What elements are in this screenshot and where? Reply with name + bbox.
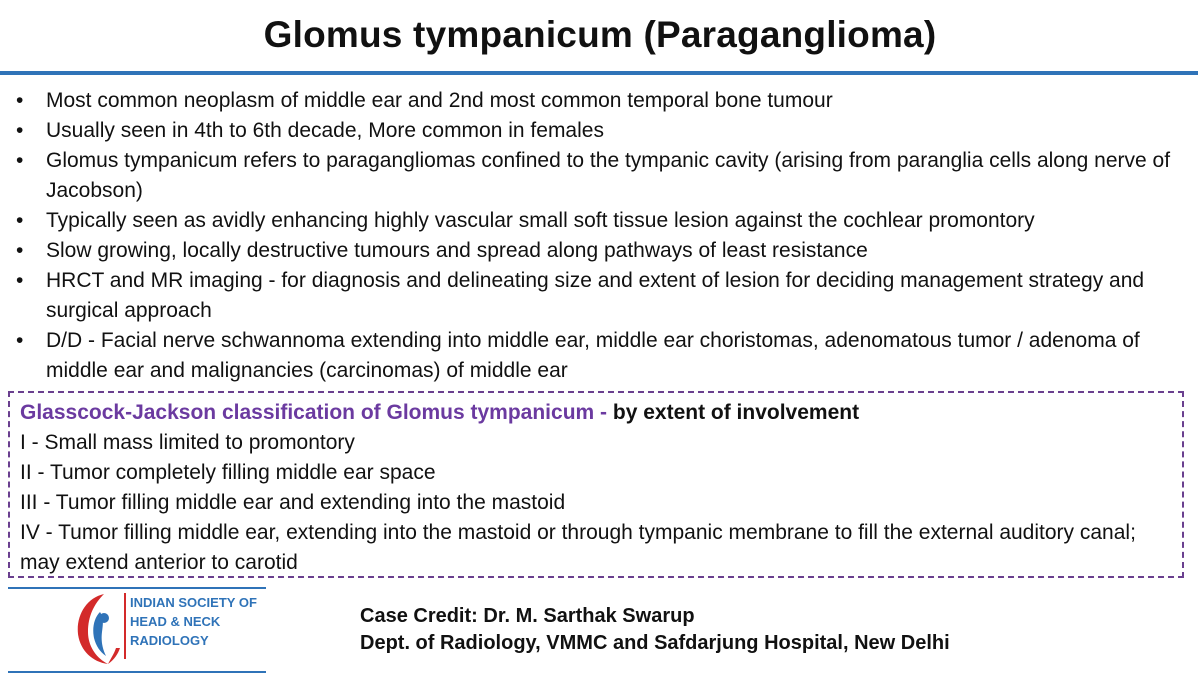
credit-author: Case Credit: Dr. M. Sarthak Swarup xyxy=(360,605,695,627)
bullet-item xyxy=(16,236,1186,266)
logo-divider-bottom xyxy=(8,671,266,673)
bullet-text: Most common neoplasm of middle ear and 2nd most common temporal bone tumour xyxy=(46,89,833,112)
classification-heading xyxy=(20,398,1172,428)
bullet-item xyxy=(16,116,1186,146)
slide-title: Glomus tympanicum (Paraganglioma) xyxy=(263,14,937,55)
bullet-text: Slow growing, locally destructive tumours and spread along pathways of least resistance xyxy=(46,239,868,262)
bullet-text: Glomus tympanicum refers to paragangliomas confined to the tympanic cavity (arising from paranglia cells along nerve of Jacobson) xyxy=(46,149,1171,202)
classification-box xyxy=(8,391,1184,578)
bullet-dot: • xyxy=(16,209,24,232)
bullet-item xyxy=(16,266,1186,326)
grade-item: I - Small mass limited to promontory xyxy=(20,431,355,454)
bullet-item xyxy=(16,326,1186,386)
logo-line: HEAD & NECK xyxy=(130,614,221,629)
bullet-item xyxy=(16,146,1186,206)
bullet-dot: • xyxy=(16,149,24,172)
bullet-list xyxy=(16,86,1186,386)
bullet-text: HRCT and MR imaging - for diagnosis and delineating size and extent of lesion for deciding management strategy and surgical approach xyxy=(46,269,1145,322)
bullet-text: Usually seen in 4th to 6th decade, More common in females xyxy=(46,119,604,142)
credit-department: Dept. of Radiology, VMMC and Safdarjung Hospital, New Delhi xyxy=(360,632,950,654)
bullet-item xyxy=(16,206,1186,236)
case-credit xyxy=(360,603,950,657)
logo-line: INDIAN SOCIETY OF xyxy=(130,595,257,610)
logo-line: RADIOLOGY xyxy=(130,633,209,648)
title-divider xyxy=(0,71,1198,75)
bullet-dot: • xyxy=(16,239,24,262)
bullet-dot: • xyxy=(16,329,24,352)
bullet-dot: • xyxy=(16,89,24,112)
grade-item: II - Tumor completely filling middle ear space xyxy=(20,461,436,484)
bullet-text: D/D - Facial nerve schwannoma extending into middle ear, middle ear choristomas, adenomatous tumor / adenoma of middle ear and malignancies (carcinomas) of middle ear xyxy=(46,329,1140,382)
bullet-dot: • xyxy=(16,119,24,142)
bullet-item xyxy=(16,86,1186,116)
bullet-dot: • xyxy=(16,269,24,292)
ishnr-emblem-icon xyxy=(74,588,122,670)
classification-subtitle: by extent of involvement xyxy=(612,401,860,424)
logo-divider-top xyxy=(8,587,266,589)
classification-title: Glasscock-Jackson classification of Glomus tympanicum - xyxy=(20,401,613,424)
grade-item: III - Tumor filling middle ear and extending into the mastoid xyxy=(20,491,566,514)
society-logo-text xyxy=(124,593,266,659)
bullet-text: Typically seen as avidly enhancing highly vascular small soft tissue lesion against the cochlear promontory xyxy=(46,209,1035,232)
grade-item: IV - Tumor filling middle ear, extending into the mastoid or through tympanic membrane to fill the external auditory canal; may extend anterior to carotid xyxy=(20,521,1136,574)
